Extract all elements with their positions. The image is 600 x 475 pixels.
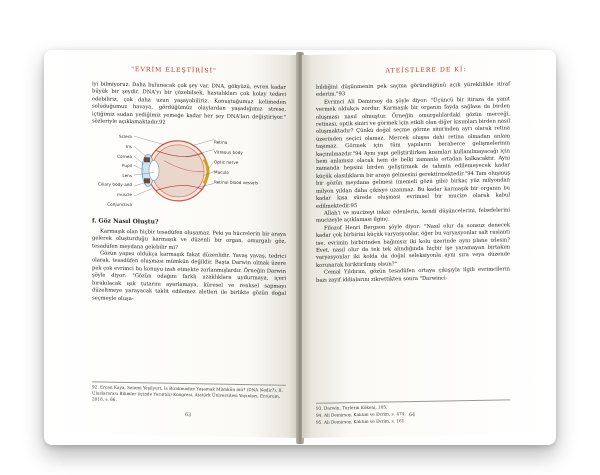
figure-label: Lens bbox=[122, 172, 132, 178]
right-paragraph: bildiğini düşünmenin pek saçma göründüğünü açık yüreklilikle itiraf ederim."93 bbox=[316, 81, 510, 99]
left-paragraph: Karmaşık olan hiçbir tesadüfen oluşamaz. Peki ya hücrelerin bir araya gelerek oluşturduğu karmaşık ve düzenli bir organ, omurgalı göz, tesadüfen meydana gelebilir mi? bbox=[92, 228, 286, 251]
figure-label: Cornea bbox=[117, 153, 132, 159]
figure-labels-right bbox=[214, 138, 264, 189]
eye-diagram-icon bbox=[134, 131, 214, 212]
figure-label: Conjunctiva bbox=[107, 201, 132, 207]
figure-label: Optic nerve bbox=[214, 159, 239, 166]
section-heading: f. Göz Nasıl Oluştu? bbox=[92, 217, 159, 227]
right-running-header: ATEİSTLERE DE Kİ: bbox=[385, 66, 467, 75]
figure-label: Retina bbox=[214, 139, 228, 146]
right-page bbox=[302, 51, 550, 438]
footnote: 92. Ercan Kaya, Selami Yeşilyurt, İs Bırakmadan Yaşamak Mümkün mü? (DNA Nedir?), II. Uluslararası Bilimler (içinde Yarıntılı) Kongresi, Atatürk Üniversitesi Yayınları, Erzurum, 2018, s. 66. bbox=[92, 384, 283, 402]
left-paragraph: iyi bilmiyoruz. Daha bulunacak çok şey var. DNA, gökyüzü, evren kadar büyük bir şeydir. DNA'yı bir çözebilsek, hastalıkları çok kolay tedavi edebiliriz, çok daha uzun yaşayabiliriz. Konuştuğumuz kelimeden soluduğumuz havaya, gördüğümüz olaylardan yaşadığımız strese, içtiğimiz sudan yediğimiz yemeğe kadar her şey DNA'ları değiştiriyor." sözleriyle açıklamaktadır.92 bbox=[92, 81, 286, 126]
right-page-number: 64 bbox=[408, 412, 416, 419]
right-paragraph: Allah'ı ve mucizeyi inkar edenlerin, kendi düşüncelerini, felsefelerini mucizeyle açıklaması ilginç. bbox=[316, 207, 510, 225]
left-body-text bbox=[92, 81, 286, 305]
left-paragraph: Gözün yapısı oldukça karmaşık fakat düzenlidir. Yavaş yavaş, tedrici olarak, tesadüfen oluşması mümkün değildir. Başta Darwin olmak üzere pek çok evrimci bu konuyu izah etmekte zorlanmışlardır. Örneğin Darwin şöyle diyor: "Gözün odağını farklı uzaklıklara uydurmaya, içeri bırakılacak ışık tutarını ayarlamaya, küresel ve renksel sapmayı düzeltmeye yarayacak taklit edilemez aletleri ile birlikte gözün doğal seçmeyle oluşa- bbox=[92, 250, 286, 302]
right-paragraph: Filozof Henri Bergson şöyle diyor: "Nasıl olur da sonsuz denecek kadar çok birbirini küçük varyasyonlar, öğer bu varyasyonlar salt raslantı ise, evrimin birbirinden bağımsız iki kolu üzerinde aynı plane izlesin? Evet, nasıl olur da tek tek alındığında hiçbir işe yaramayan birtakım varyasyonlar iki kolda da doğal seleksiyonla aynı sıra veya düzende korunarak biriktirilmiş olsun?" bbox=[316, 222, 510, 269]
left-page-number: 63 bbox=[184, 412, 192, 419]
right-paragraph: Evrimci Ali Demirsoy da şöyle diyor: "Üçüncü bir itiraza da yanıt vermek oldukça zordur. Karmaşık bir organın fayda sağlasa da birden oluşması nasıl olmuştur. Örneğin omurgalılardaki gözün merceği, retinası, optik siniri ve görmek için etkili olan diğer kısımları birden nasıl oluşmaktadır? Çünkü doğal seçme görme sinirinden ayrı olarak retina üzerinden seçici olamaz. Mercek oluşsa dahi retina olmadan anlam taşımaz. Görmek için tüm yapıların beraberce gelişmelerinin kaçınılmazdır."94 Aynı yapı geliştirilirken kısımları kullanılmayacağı için hem anlamsız olacak hem de belki zamanla ortadan kalkacaktır. Aynı zamanda hepsini birden geliştirmek de tahmin edilemeyecek kadar küçük olasılıkların bir araya gelmesini gerektirmektedir."94 Tam oluşmuş bir gözün meydana gelmesi (memeli gözü gibi) birkaç yüz milyondan milyon yıldan daha çikisyo uzanmaz. Bu kadar karmaşık bir organın bu kadar kısa sürede oluşması evrimsel bir mucize olarak kabul edilmektedir.95 bbox=[316, 96, 510, 210]
figure-label: Iris bbox=[125, 144, 132, 150]
figure-labels-left bbox=[92, 132, 132, 209]
footnote: 93. Darwin, Türlerin Kökeni, 105. bbox=[316, 404, 388, 411]
figure-label: Ciliary body and muscle bbox=[97, 181, 132, 198]
footnote: 94. Ali Demirsoy, Kalıtım ve Evrim, s. 474. bbox=[316, 411, 406, 418]
figure-label: Macula bbox=[214, 169, 229, 176]
eye-anatomy-figure bbox=[92, 130, 286, 215]
footnote: 95. Ali Demirsoy, Kalıtım ve Evrim, s. 161. bbox=[316, 418, 406, 425]
figure-label: Sclera bbox=[119, 134, 132, 140]
right-body-text bbox=[316, 81, 510, 284]
left-running-header: "EVRİM ELEŞTİRİSİ" bbox=[131, 66, 217, 75]
left-page bbox=[50, 51, 298, 438]
figure-label: Pupil bbox=[121, 163, 132, 169]
right-paragraph: Cemal Yıldırım, gözün tesadüfen ortaya çıkışıyla ilgili evrimcilerin bazı zayıf iddialarını zikrettikten sonra "Darwinci- bbox=[316, 266, 510, 284]
figure-label: Retinal blood vessels bbox=[214, 179, 259, 186]
left-footnotes bbox=[92, 381, 286, 406]
figure-label: Vitreous body bbox=[214, 149, 243, 156]
